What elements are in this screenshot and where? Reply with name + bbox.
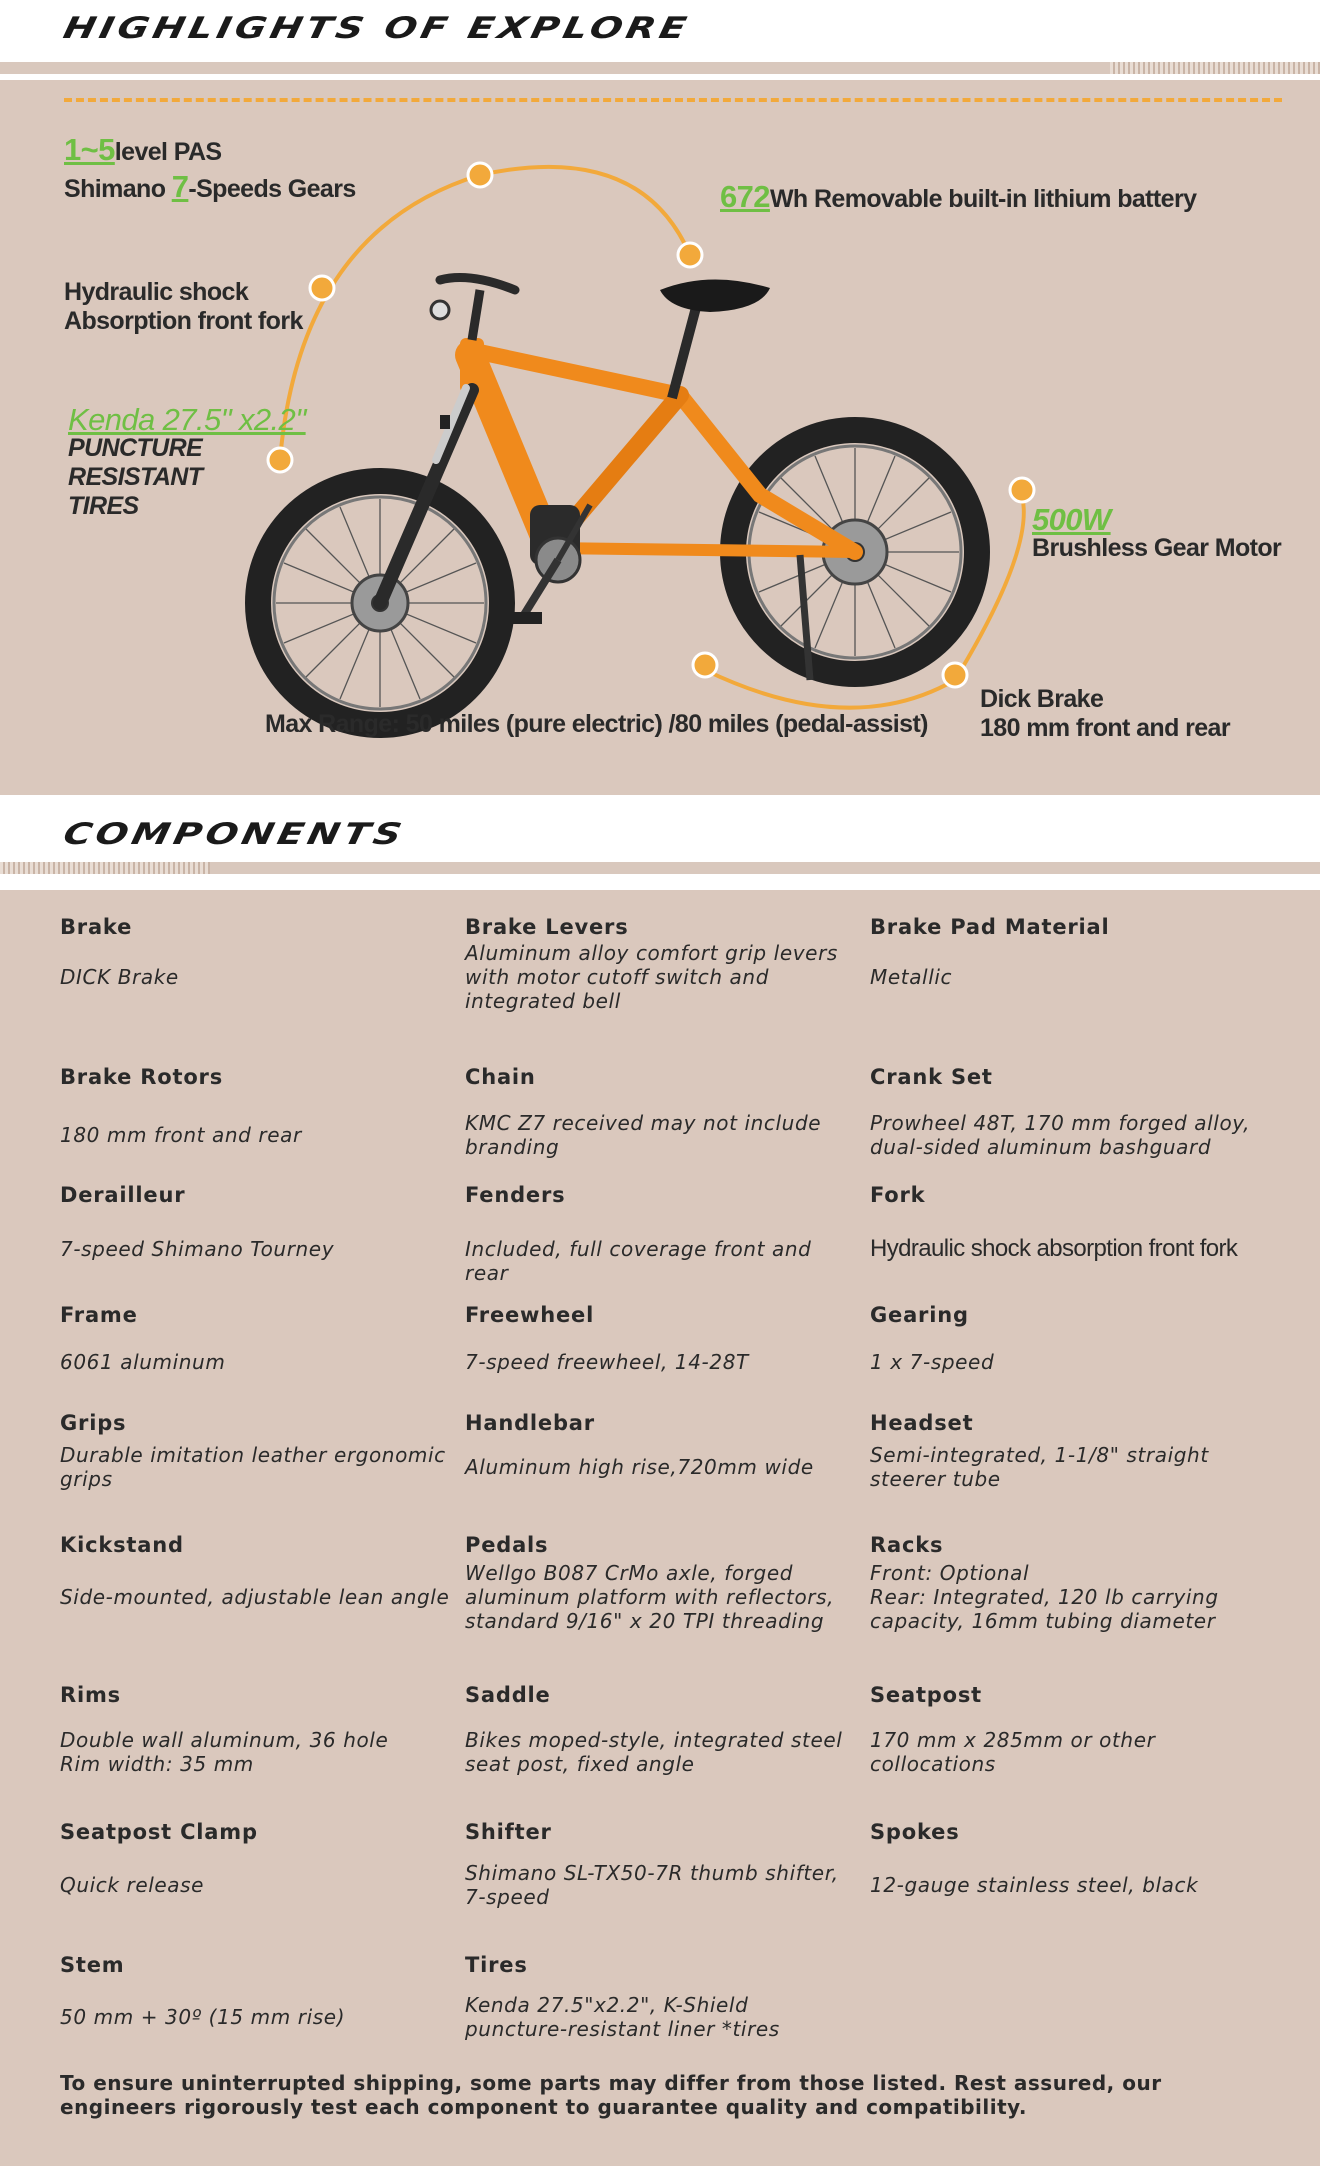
component-label: Handlebar <box>465 1411 595 1435</box>
component-value: 7-speed freewheel, 14-28T <box>465 1350 749 1374</box>
component-label: Brake <box>60 915 133 939</box>
component-value: Prowheel 48T, 170 mm forged alloy, dual-sided aluminum bashguard <box>870 1111 1251 1159</box>
callout-dot-pas <box>468 163 492 187</box>
gears-callout <box>64 169 356 204</box>
pas-label: level PAS <box>114 138 222 166</box>
callout-dot-fork <box>310 276 334 300</box>
component-value: DICK Brake <box>60 965 179 989</box>
component-value: Double wall aluminum, 36 hole Rim width: 35 mm <box>60 1728 389 1776</box>
component-label: Gearing <box>870 1303 969 1327</box>
component-value: Semi-integrated, 1-1/8" straight steerer tube <box>870 1443 1209 1491</box>
component-label: Crank Set <box>870 1065 993 1089</box>
battery-callout <box>720 179 1197 214</box>
component-label: Fenders <box>465 1183 566 1207</box>
range-callout: Max Range: 50 miles (pure electric) /80 miles (pedal-assist) <box>265 710 928 738</box>
component-value: 7-speed Shimano Tourney <box>60 1237 335 1261</box>
tire-size: Kenda 27.5" x2.2" <box>68 402 306 437</box>
tire-line-2: RESISTANT <box>68 463 203 491</box>
component-label: Headset <box>870 1411 974 1435</box>
component-label: Brake Rotors <box>60 1065 224 1089</box>
gears-label-b: -Speeds Gears <box>188 175 356 203</box>
highlights-title-rule <box>0 62 1320 74</box>
component-label: Saddle <box>465 1683 551 1707</box>
component-label: Shifter <box>465 1820 552 1844</box>
component-label: Grips <box>60 1411 127 1435</box>
fork-callout <box>64 278 303 336</box>
component-label: Seatpost <box>870 1683 982 1707</box>
component-label: Derailleur <box>60 1183 186 1207</box>
fork-line-1: Hydraulic shock <box>64 278 249 306</box>
components-title: COMPONENTS <box>60 816 409 852</box>
tire-line-3: TIRES <box>68 492 139 520</box>
component-value: 1 x 7-speed <box>870 1350 995 1374</box>
component-value: Side-mounted, adjustable lean angle <box>60 1585 450 1609</box>
callout-dot-range <box>693 653 717 677</box>
component-value: Included, full coverage front and rear <box>465 1237 812 1285</box>
component-value: Aluminum high rise,720mm wide <box>465 1455 814 1479</box>
component-label: Frame <box>60 1303 138 1327</box>
component-label: Brake Levers <box>465 915 629 939</box>
component-label: Stem <box>60 1953 125 1977</box>
component-label: Chain <box>465 1065 536 1089</box>
battery-label: Wh Removable built-in lithium battery <box>769 185 1197 213</box>
component-label: Kickstand <box>60 1533 184 1557</box>
component-label: Pedals <box>465 1533 549 1557</box>
callout-dot-brake <box>943 663 967 687</box>
highlights-title: HIGHLIGHTS OF EXPLORE <box>60 10 694 46</box>
component-label: Spokes <box>870 1820 960 1844</box>
component-value: Wellgo B087 CrMo axle, forged aluminum platform with reflectors, standard 9/16" x 20 TPI threading <box>465 1561 835 1633</box>
component-value: Durable imitation leather ergonomic grips <box>60 1443 446 1491</box>
component-value: Shimano SL-TX50-7R thumb shifter, 7-speed <box>465 1861 839 1909</box>
brake-callout <box>980 685 1230 743</box>
motor-callout <box>1032 502 1282 563</box>
component-value: Metallic <box>870 965 953 989</box>
battery-number: 672 <box>720 179 770 214</box>
component-label: Fork <box>870 1183 926 1207</box>
tire-line-1: PUNCTURE <box>68 434 203 462</box>
motor-label: Brushless Gear Motor <box>1032 534 1282 562</box>
component-value: 12-gauge stainless steel, black <box>870 1873 1199 1897</box>
gears-label-a: Shimano <box>64 175 172 203</box>
component-value: Hydraulic shock absorption front fork <box>870 1235 1238 1262</box>
tires-callout <box>68 402 306 521</box>
component-value: 180 mm front and rear <box>60 1123 302 1147</box>
brake-line-1: Dick Brake <box>980 685 1104 713</box>
component-value: Kenda 27.5"x2.2", K-Shield puncture-resistant liner *tires <box>465 1993 780 2041</box>
component-value: KMC Z7 received may not include branding <box>465 1111 822 1159</box>
component-value: 170 mm x 285mm or other collocations <box>870 1728 1156 1776</box>
components-title-rule <box>0 862 1320 874</box>
components-panel <box>0 890 1320 2166</box>
pas-number: 1~5 <box>64 132 115 167</box>
brake-line-2: 180 mm front and rear <box>980 714 1230 742</box>
component-label: Tires <box>465 1953 528 1977</box>
motor-number: 500W <box>1032 502 1111 537</box>
shipping-note: To ensure uninterrupted shipping, some parts may differ from those listed. Rest assured, our engineers rigorously test each component to guarantee quality and compatibility. <box>60 2071 1162 2119</box>
callout-dot-battery <box>678 243 702 267</box>
component-value: 6061 aluminum <box>60 1350 226 1374</box>
callout-dot-motor <box>1010 478 1034 502</box>
component-value: Quick release <box>60 1873 205 1897</box>
component-label: Racks <box>870 1533 944 1557</box>
highlights-panel <box>0 80 1320 795</box>
component-value: Aluminum alloy comfort grip levers with motor cutoff switch and integrated bell <box>465 941 838 1013</box>
component-value: 50 mm + 30º (15 mm rise) <box>60 2005 346 2029</box>
component-value: Bikes moped-style, integrated steel seat post, fixed angle <box>465 1728 843 1776</box>
component-label: Rims <box>60 1683 121 1707</box>
component-label: Seatpost Clamp <box>60 1820 258 1844</box>
fork-line-2: Absorption front fork <box>64 307 303 335</box>
component-label: Freewheel <box>465 1303 595 1327</box>
component-label: Brake Pad Material <box>870 915 1110 939</box>
gears-number: 7 <box>171 169 189 204</box>
component-value: Front: Optional Rear: Integrated, 120 lb carrying capacity, 16mm tubing diameter <box>870 1561 1219 1633</box>
pas-callout <box>64 132 222 167</box>
